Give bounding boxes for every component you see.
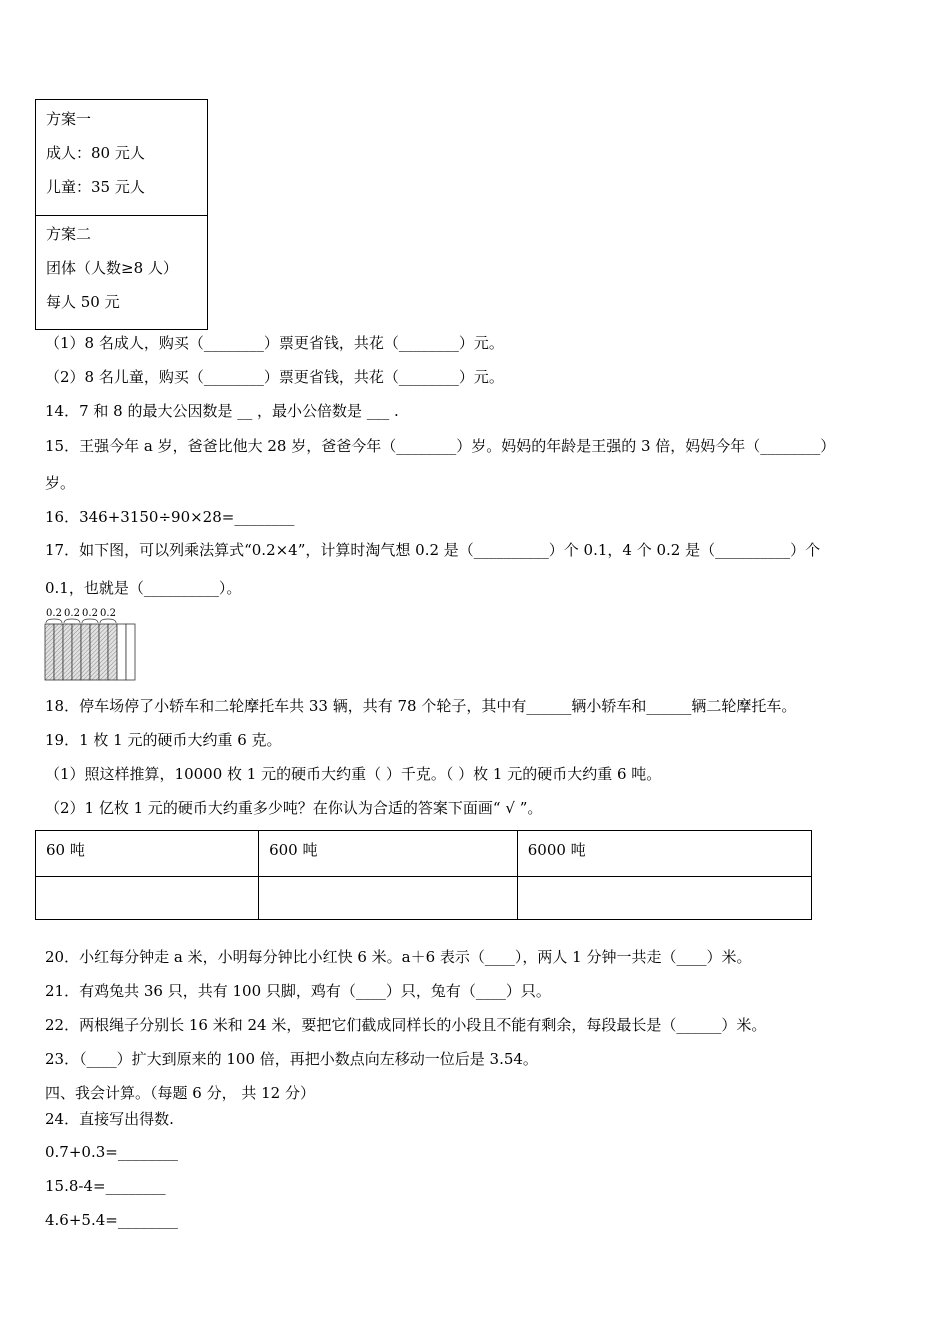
- q23: 23．（____）扩大到原来的 100 倍，再把小数点向左移动一位后是 3.54。: [45, 1050, 538, 1068]
- shaded-strip: [63, 624, 72, 680]
- strip-pair-label: 0.2: [82, 608, 98, 619]
- q19-stem: 19．1 枚 1 元的硬币大约重 6 克。: [45, 731, 282, 749]
- answer-cell-600[interactable]: [259, 877, 518, 920]
- shaded-strip: [45, 624, 54, 680]
- q17-line1: 17．如下图，可以列乘法算式“0.2×4”，计算时淘气想 0.2 是（__________）个 0.1，4 个 0.2 是（__________）个: [45, 541, 821, 559]
- shaded-strip: [108, 624, 117, 680]
- q24-item-1: 0.7+0.3=________: [45, 1143, 178, 1161]
- strip-pair-brace: [46, 619, 62, 623]
- q17-line2: 0.1，也就是（__________）。: [45, 579, 242, 597]
- option-6000-ton: 6000 吨: [517, 831, 811, 877]
- strip-pair-brace: [64, 619, 80, 623]
- shaded-strip: [90, 624, 99, 680]
- q18: 18．停车场停了小轿车和二轮摩托车共 33 辆，共有 78 个轮子，其中有______辆小轿车和______辆二轮摩托车。: [45, 697, 797, 715]
- strip-pair-label: 0.2: [64, 608, 80, 619]
- plan-2-each: 每人 50 元: [46, 293, 120, 311]
- q13-sub2: （2）8 名儿童，购买（________）票更省钱，共花（________）元。: [45, 368, 504, 386]
- strip-pair-brace: [82, 619, 98, 623]
- option-60-ton: 60 吨: [36, 831, 259, 877]
- q20: 20．小红每分钟走 a 米，小明每分钟比小红快 6 米。a＋6 表示（____），两人 1 分钟一共走（____）米。: [45, 948, 752, 966]
- strip-pair-brace: [100, 619, 116, 623]
- strip-pair-label: 0.2: [46, 608, 62, 619]
- answer-cell-6000[interactable]: [517, 877, 811, 920]
- q14: 14．7 和 8 的最大公因数是 __ ，最小公倍数是 ___ .: [45, 402, 399, 420]
- plan-1-cell: [35, 99, 208, 216]
- shaded-strip: [72, 624, 81, 680]
- q19-sub1: （1）照这样推算，10000 枚 1 元的硬币大约重（ ）千克。（ ）枚 1 元的硬币大约重 6 吨。: [45, 765, 662, 783]
- q24-item-2: 15.8-4=________: [45, 1177, 166, 1195]
- plan-1-child-price: 儿童：35 元人: [46, 178, 145, 196]
- empty-strip: [117, 624, 126, 680]
- shaded-strip: [81, 624, 90, 680]
- q17-figure: [40, 604, 140, 684]
- q19-sub2: （2）1 亿枚 1 元的硬币大约重多少吨？在你认为合适的答案下面画“ √ ”。: [45, 799, 543, 817]
- q22: 22．两根绳子分别长 16 米和 24 米，要把它们截成同样长的小段且不能有剩余，每段最长是（______）米。: [45, 1016, 767, 1034]
- plan-2-title: 方案二: [46, 225, 92, 243]
- q16: 16．346+3150÷90×28=________: [45, 508, 295, 526]
- section-4-heading: 四、我会计算。（每题 6 分， 共 12 分）: [45, 1084, 315, 1102]
- strip-pair-label: 0.2: [100, 608, 116, 619]
- q24-item-3: 4.6+5.4=________: [45, 1211, 178, 1229]
- q24-stem: 24．直接写出得数.: [45, 1110, 174, 1128]
- plan-1-adult-price: 成人：80 元人: [46, 144, 145, 162]
- plan-1-title: 方案一: [46, 110, 92, 128]
- q15-line1: 15．王强今年 a 岁，爸爸比他大 28 岁，爸爸今年（________）岁。妈妈的年龄是王强的 3 倍，妈妈今年（________）: [45, 437, 836, 455]
- shaded-strip: [99, 624, 108, 680]
- q19-options-table: [35, 830, 812, 920]
- shaded-strip: [54, 624, 63, 680]
- answer-cell-60[interactable]: [36, 877, 259, 920]
- option-600-ton: 600 吨: [259, 831, 518, 877]
- q21: 21．有鸡兔共 36 只，共有 100 只脚，鸡有（____）只，兔有（____）只。: [45, 982, 551, 1000]
- q13-sub1: （1）8 名成人，购买（________）票更省钱，共花（________）元。: [45, 334, 504, 352]
- plan-2-group: 团体（人数≥8 人）: [46, 259, 178, 277]
- empty-strip: [126, 624, 135, 680]
- q15-line2: 岁。: [45, 474, 76, 492]
- plan-box: [35, 99, 208, 330]
